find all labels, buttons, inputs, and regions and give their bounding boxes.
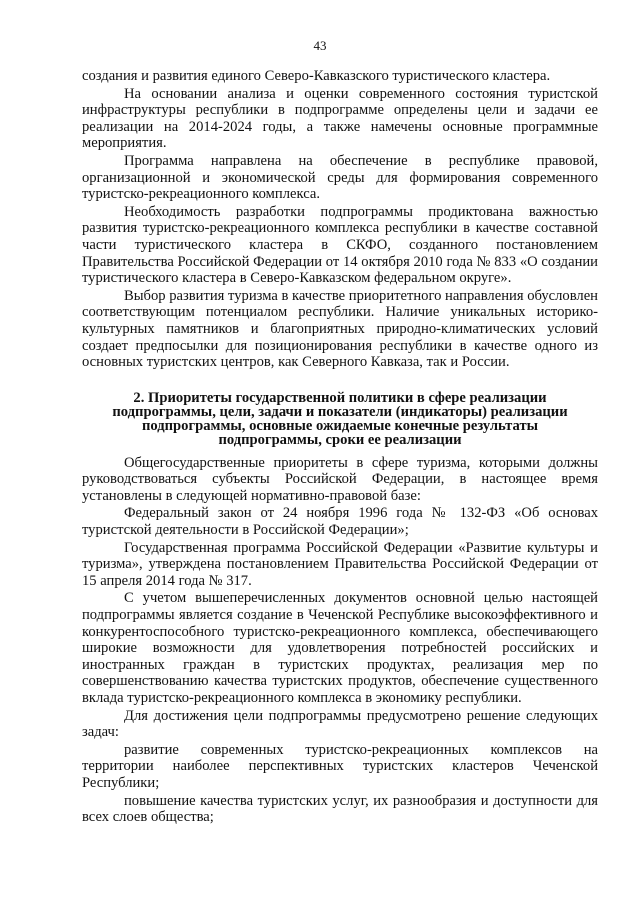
- paragraph: На основании анализа и оценки современного состояния туристской инфраструктуры республики в подпрограмме определены цели и задачи ее реализации на 2014-2024 годы, а также намечены основные программные мероприятия.: [82, 85, 598, 152]
- document-body: [82, 68, 598, 827]
- paragraph: Выбор развития туризма в качестве приоритетного направления обусловлен соответствующим потенциалом республики. Наличие уникальных историко-культурных памятников и благоприятных природно-климатических условий создает предпосылки для позиционирования республики в качестве одного из основных туристских центров, как Северного Кавказа, так и России.: [82, 287, 598, 371]
- paragraph: Общегосударственные приоритеты в сфере туризма, которыми должны руководствоваться субъекты Российской Федерации, в настоящее время установлены в следующей нормативно-правовой базе:: [82, 454, 598, 504]
- paragraph: Необходимость разработки подпрограммы продиктована важностью развития туристско-рекреационного комплекса республики в качестве составной части туристического кластера в СКФО, созданного постановлением Правительства Российской Федерации от 14 октября 2010 года № 833 «О создании туристического кластера в Северо-Кавказском федеральном округе».: [82, 203, 598, 287]
- section-intro: [82, 68, 598, 371]
- section-heading: 2. Приоритеты государственной политики в сфере реализации подпрограммы, цели, задачи и показатели (индикаторы) реализации подпрограммы, основные ожидаемые конечные результаты подпрограммы, сроки ее реализации: [112, 389, 568, 448]
- page-number: 43: [313, 38, 327, 53]
- paragraph: Федеральный закон от 24 ноября 1996 года № 132-ФЗ «Об основах туристской деятельности в Российской Федерации»;: [82, 505, 598, 539]
- paragraph: С учетом вышеперечисленных документов основной целью настоящей подпрограммы является создание в Чеченской Республике высокоэффективного и конкурентоспособного туристско-рекреационного комплекса, обеспечивающего широкие возможности для удовлетворения потребностей российских и иностранных граждан в туристских продуктах, реализация мер по совершенствованию качества туристских продуктов, обеспечение существенного вклада туристско-рекреационного комплекса в экономику республики.: [82, 590, 598, 706]
- section-priorities: [82, 455, 598, 826]
- paragraph: Для достижения цели подпрограммы предусмотрено решение следующих задач:: [82, 707, 598, 741]
- paragraph: Программа направлена на обеспечение в республике правовой, организационной и экономической среды для формирования современного туристско-рекреационного комплекса.: [82, 152, 598, 203]
- paragraph: Государственная программа Российской Федерации «Развитие культуры и туризма», утверждена постановлением Правительства Российской Федерации от 15 апреля 2014 года № 317.: [82, 539, 598, 589]
- paragraph: повышение качества туристских услуг, их разнообразия и доступности для всех слоев общества;: [82, 792, 598, 826]
- paragraph: создания и развития единого Северо-Кавказского туристического кластера.: [82, 68, 551, 84]
- paragraph: развитие современных туристско-рекреационных комплексов на территории наиболее перспективных туристских кластеров Чеченской Республики;: [82, 741, 598, 791]
